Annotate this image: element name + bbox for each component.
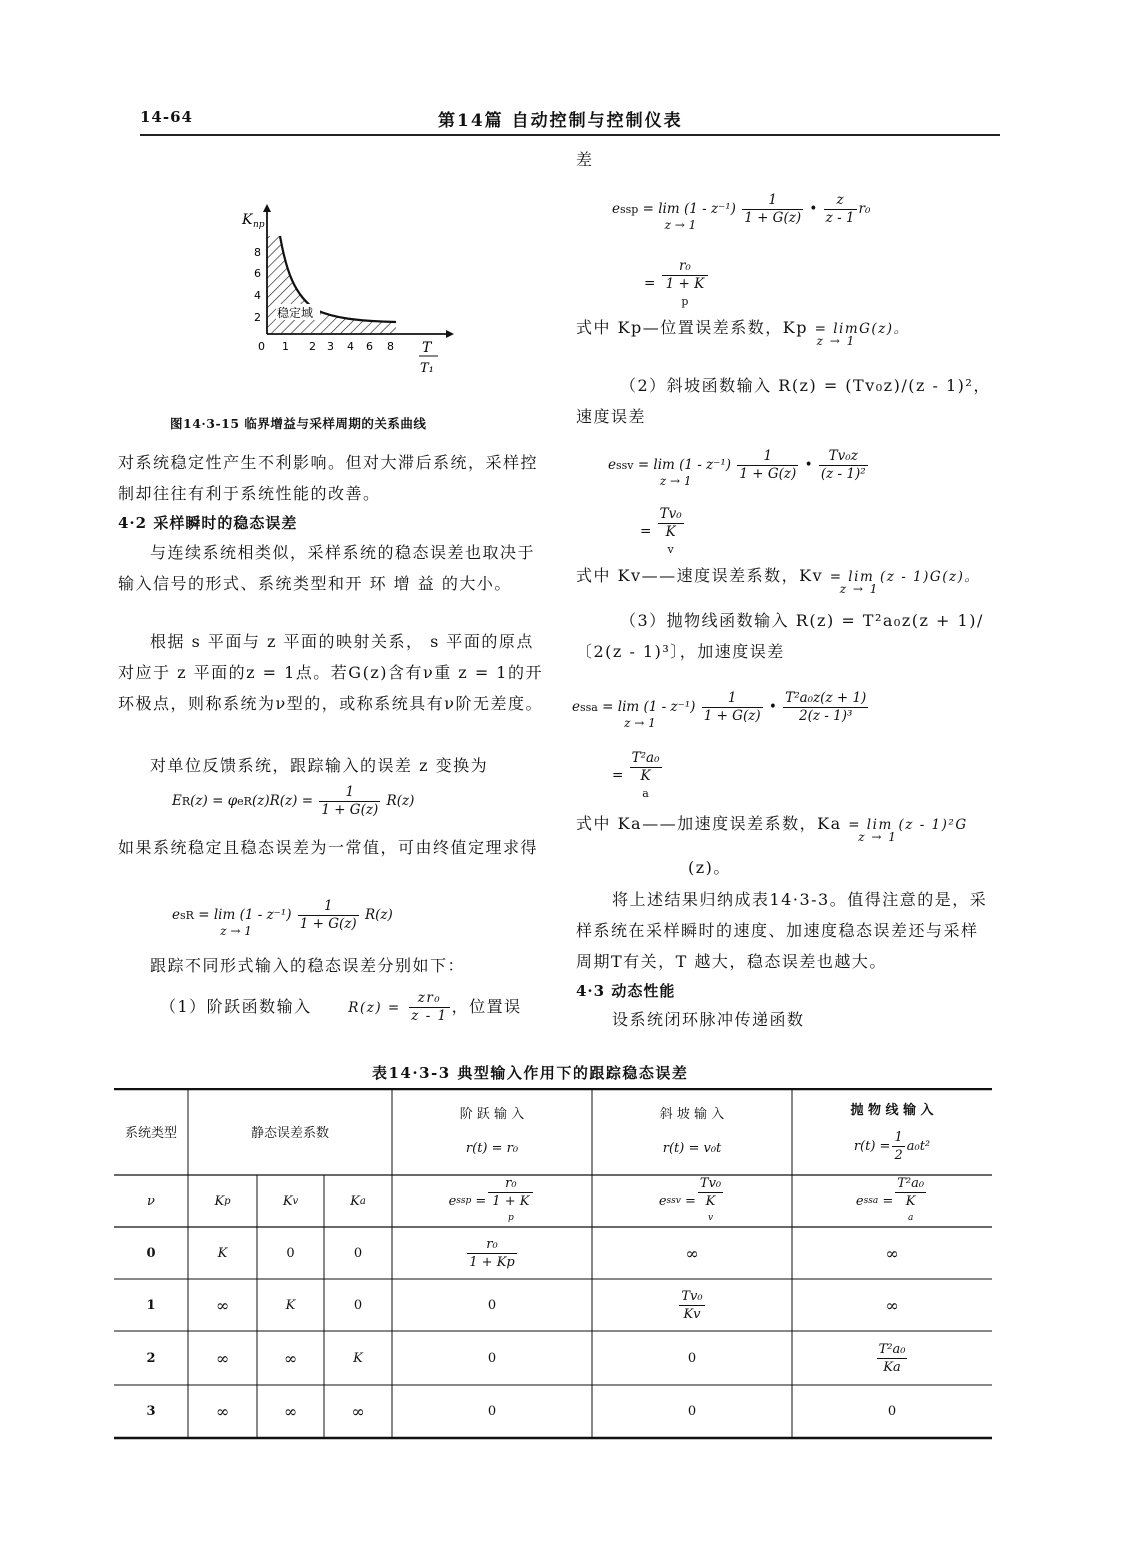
chapter-title: 第14篇 自动控制与控制仪表 bbox=[438, 111, 683, 131]
table-row-type: 1 bbox=[146, 1297, 156, 1313]
definition-ka: 式中 Ka——加速度误差系数，Ka = lim (z - 1)²G z → 1 bbox=[576, 814, 968, 844]
x-tick: 3 bbox=[327, 340, 334, 353]
equation-position-result: = r₀ 1 + K p bbox=[644, 258, 710, 310]
x-axis-label-num: T bbox=[422, 340, 432, 356]
paragraph: 对单位反馈系统，跟踪输入的误差 z 变换为 bbox=[150, 756, 489, 775]
col-header-parabola-sub: r(t) = $\frac{1}{2}$ a₀t² bbox=[853, 1129, 931, 1163]
x-tick: 1 bbox=[282, 340, 289, 353]
table-cell: ∞ bbox=[283, 1348, 298, 1368]
y-tick: 2 bbox=[254, 311, 261, 324]
table-cell: e ssp = r₀ 1 + K p bbox=[392, 1175, 592, 1227]
y-axis-label: K bbox=[242, 212, 253, 228]
table-cell: $\frac{\text{T²a₀}}{Ka}$ bbox=[878, 1341, 906, 1375]
definition-ka-cont: (z)。 bbox=[688, 858, 731, 877]
region-label: 稳定域 bbox=[277, 306, 314, 320]
definition-kp: 式中 Kp—位置误差系数，Kp = limG(z)。 z → 1 bbox=[576, 318, 909, 348]
table-cell: 0 bbox=[487, 1350, 497, 1366]
table-cell: 0 bbox=[286, 1245, 295, 1261]
table-cell: ∞ bbox=[685, 1243, 699, 1263]
equation-velocity-result: = Tv₀ K v bbox=[640, 506, 682, 556]
table-cell: K bbox=[217, 1245, 228, 1261]
table-row-type: 0 bbox=[146, 1245, 156, 1261]
col-header-parabola: 抛 物 线 输 入 bbox=[850, 1102, 934, 1118]
table-row-type: 2 bbox=[146, 1350, 156, 1366]
paragraph: 与连续系统相类似，采样系统的稳态误差也取决于输入信号的形式、系统类型和开 环 增 益 的大小。 bbox=[118, 543, 536, 593]
equation-velocity-error: essv = lim (1 - z⁻¹) z → 1 $\frac{1}{1 + G(z)}$ • $\frac{\text{Tv₀z}}{\text{(z - 1)²}}$ bbox=[608, 448, 866, 488]
col-header-ramp-sub: r(t) = v₀t bbox=[662, 1140, 722, 1156]
col-header-type: 系统类型 bbox=[124, 1126, 177, 1141]
table-cell: K a bbox=[350, 1193, 366, 1209]
table-cell: K bbox=[353, 1350, 363, 1366]
x-tick: 4 bbox=[347, 340, 354, 353]
critical-gain-figure bbox=[236, 200, 456, 380]
page-number: 14-64 bbox=[140, 108, 193, 126]
table-cell: $\frac{\text{r₀}}{1 + Kp}$ bbox=[469, 1236, 515, 1270]
x-tick: 0 bbox=[258, 340, 265, 353]
equation-acceleration-result: = T²a₀ K a bbox=[612, 750, 660, 800]
table-cell: K bbox=[285, 1297, 296, 1313]
definition-kv: 式中 Kv——速度误差系数，Kv = lim (z - 1)G(z)。 z → 1 bbox=[576, 566, 980, 596]
table-cell: ∞ bbox=[215, 1348, 230, 1368]
table-cell: ∞ bbox=[215, 1295, 230, 1315]
table-cell: 0 bbox=[687, 1350, 697, 1366]
header-rule bbox=[140, 134, 1000, 136]
table-cell: 0 bbox=[353, 1245, 363, 1261]
table-cell: K v bbox=[282, 1193, 299, 1209]
y-tick: 8 bbox=[254, 246, 261, 259]
table-cell: e ssa = T²a₀ K a bbox=[855, 1176, 925, 1223]
figure-caption: 图14·3-15 临界增益与采样周期的关系曲线 bbox=[170, 416, 427, 431]
paragraph: 设系统闭环脉冲传递函数 bbox=[612, 1010, 805, 1029]
col-header-ramp: 斜 坡 输 入 bbox=[659, 1106, 725, 1122]
equation-position-error: essp = lim (1 - z⁻¹) z → 1 $\frac{1}{1 + G(z)}$ • $\frac{z}{z - 1}$ r₀ bbox=[612, 192, 871, 232]
table-cell: 0 bbox=[887, 1404, 897, 1419]
section-heading: 4·3 动态性能 bbox=[576, 982, 676, 1000]
step-input-label: （1）阶跃函数输入 R(z) = $\frac{\text{zr₀}}{z - 1}$ ，位置误 bbox=[160, 990, 522, 1024]
table-cell: K p bbox=[214, 1193, 231, 1209]
paragraph: 将上述结果归纳成表14·3-3。值得注意的是，采样系统在采样瞬时的速度、加速度稳态误差还与采样周期T有关，T 越大，稳态误差也越大。 bbox=[576, 890, 988, 971]
table-cell: 0 bbox=[687, 1404, 697, 1419]
col-header-step-sub: r(t) = r₀ bbox=[465, 1140, 519, 1156]
steady-error-table bbox=[114, 1088, 992, 1440]
x-tick: 6 bbox=[366, 340, 373, 353]
x-tick: 8 bbox=[387, 340, 394, 353]
paragraph: 对系统稳定性产生不利影响。但对大滞后系统，采样控制却往往有利于系统性能的改善。 bbox=[118, 453, 539, 503]
table-cell: 0 bbox=[487, 1297, 497, 1313]
x-tick: 2 bbox=[309, 340, 316, 353]
table-cell: ∞ bbox=[351, 1402, 365, 1421]
table-cell: ∞ bbox=[283, 1402, 298, 1421]
table-row-type: 3 bbox=[146, 1404, 156, 1419]
col-header-step: 阶 跃 输 入 bbox=[459, 1106, 525, 1122]
y-axis-sub: np bbox=[253, 220, 265, 230]
y-tick: 6 bbox=[254, 267, 261, 280]
paragraph: （2）斜坡函数输入 R(z) = (Tv₀z)/(z - 1)²，速度误差 bbox=[576, 376, 991, 426]
paragraph: 如果系统稳定且稳态误差为一常值，可由终值定理求得 bbox=[118, 838, 539, 857]
x-axis-label-den: T₁ bbox=[420, 361, 434, 376]
paragraph: 根据 s 平面与 z 平面的映射关系， s 平面的原点对应于 z 平面的z = 1点。若G(z)含有ν重 z = 1的开环极点，则称系统为ν型的，或称系统具有ν阶无差度。 bbox=[118, 632, 543, 713]
table-cell: ∞ bbox=[215, 1402, 230, 1421]
equation-acceleration-error: essa = lim (1 - z⁻¹) z → 1 $\frac{1}{1 + G(z)}$ • $\frac{\text{T²a₀z(z + 1)}}{\text{2(z - 1)³}}$ bbox=[572, 690, 867, 730]
table-cell: e ssv = Tv₀ K v bbox=[658, 1176, 722, 1223]
paragraph: 跟踪不同形式输入的稳态误差分别如下： bbox=[150, 956, 466, 975]
table-title: 表14·3-3 典型输入作用下的跟踪稳态误差 bbox=[372, 1064, 689, 1082]
paragraph: 差 bbox=[576, 150, 594, 169]
table-cell: 0 bbox=[353, 1297, 363, 1313]
col-header-coefficients: 静态误差系数 bbox=[250, 1126, 329, 1141]
equation-error-z: ER(z) = φeR(z)R(z) = $\frac{1}{1 + G(z)}$ R(z) bbox=[172, 784, 415, 818]
table-cell: ∞ bbox=[885, 1295, 899, 1315]
paragraph: （3）抛物线函数输入 R(z) = T²a₀z(z + 1)/〔2(z - 1)³〕，加速度误差 bbox=[576, 611, 984, 661]
table-cell: ν bbox=[147, 1193, 155, 1209]
table-cell: 0 bbox=[487, 1404, 497, 1419]
table-cell: $\frac{\text{Tv₀}}{Kv}$ bbox=[681, 1288, 703, 1322]
equation-steady-error: esR = lim (1 - z⁻¹) z → 1 $\frac{1}{1 + G(z)}$ R(z) bbox=[172, 898, 393, 938]
table-cell: ∞ bbox=[885, 1243, 899, 1263]
section-heading: 4·2 采样瞬时的稳态误差 bbox=[118, 514, 298, 532]
y-tick: 4 bbox=[254, 289, 261, 302]
